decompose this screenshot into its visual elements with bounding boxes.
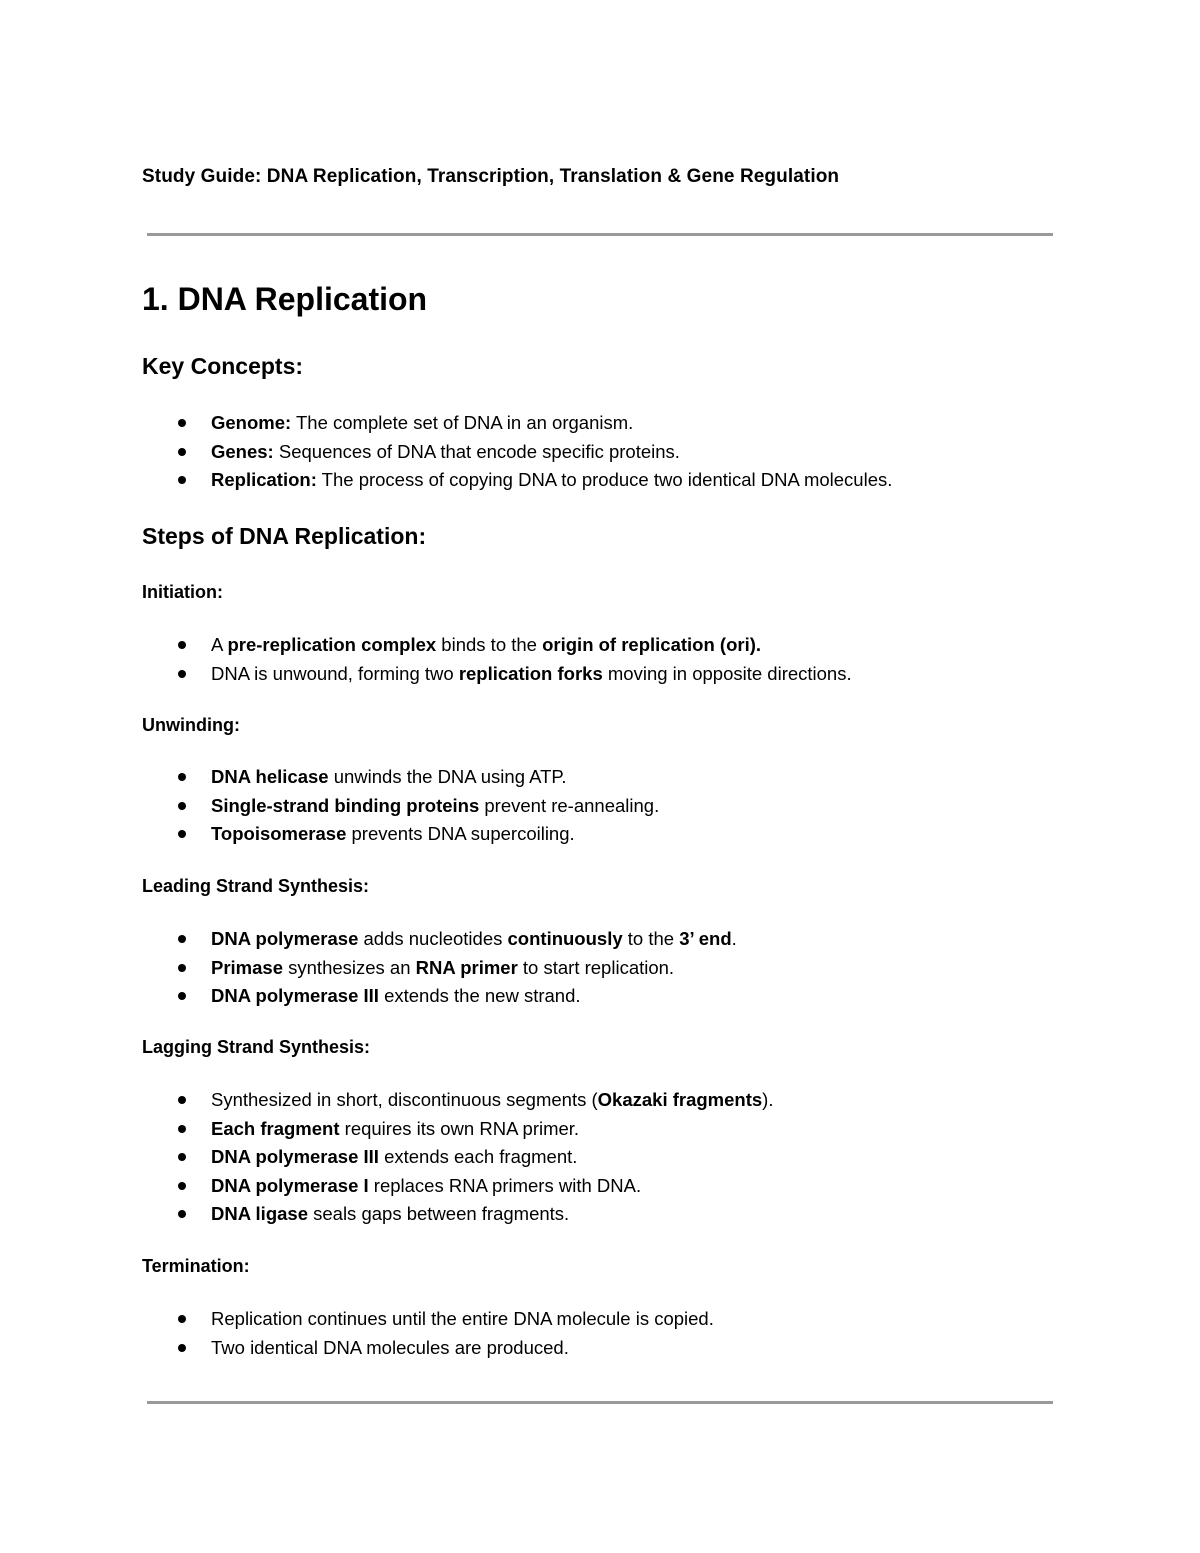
bold-text: replication forks [458, 662, 603, 684]
text: prevent re-annealing. [479, 794, 660, 816]
bullet-icon [178, 1153, 186, 1161]
bold-text: DNA helicase [211, 766, 329, 787]
bold-text: Each fragment [211, 1117, 340, 1139]
document-title: Study Guide: DNA Replication, Transcription, Translation & Gene Regulation [142, 166, 840, 187]
text: Two identical DNA molecules are produced. [211, 1336, 569, 1358]
bullet-icon [178, 830, 186, 838]
list-item [0, 1200, 773, 1229]
bold-text: 3’ end [679, 928, 732, 949]
list-item [0, 409, 892, 438]
text: unwinds the DNA using ATP. [328, 766, 567, 787]
list-item [0, 1172, 773, 1201]
text: binds to the [436, 634, 543, 655]
bullet-icon [178, 773, 186, 781]
termination-list [0, 1305, 714, 1362]
text: extends the new strand. [378, 985, 581, 1006]
list-item [0, 1086, 773, 1115]
bullet-icon [178, 1315, 186, 1323]
steps-heading: Steps of DNA Replication: [142, 523, 427, 549]
bullet-icon [178, 641, 186, 649]
bold-text: Single-strand binding proteins [211, 794, 480, 816]
bullet-icon [178, 448, 186, 456]
bold-text: Primase [211, 956, 283, 978]
list-item [0, 982, 737, 1011]
term-label: Genome: [211, 412, 292, 433]
list-item [0, 820, 659, 849]
bullet-icon [178, 670, 186, 678]
text: . [731, 928, 737, 949]
term-label: Replication: [211, 469, 317, 490]
unwinding-heading: Unwinding: [142, 715, 240, 735]
text: requires its own RNA primer. [339, 1117, 580, 1139]
text: A [211, 634, 228, 655]
text: to the [622, 928, 680, 949]
term-label: Genes: [211, 440, 274, 462]
bullet-icon [178, 935, 186, 943]
bullet-icon [178, 802, 186, 810]
bullet-icon [178, 1210, 186, 1218]
text: moving in opposite directions. [602, 662, 852, 684]
bold-text: origin of replication (ori). [542, 634, 762, 655]
unwinding-list [0, 763, 659, 849]
bold-text: DNA polymerase III [211, 985, 379, 1006]
list-item [0, 1305, 714, 1334]
key-concepts-heading: Key Concepts: [142, 353, 304, 379]
list-item [0, 954, 737, 983]
bullet-icon [178, 964, 186, 972]
bold-text: pre-replication complex [227, 634, 437, 655]
initiation-list [0, 631, 852, 688]
bold-text: DNA ligase [211, 1203, 308, 1224]
term-definition: The process of copying DNA to produce two identical DNA molecules. [316, 469, 893, 490]
initiation-heading: Initiation: [142, 582, 223, 602]
text: Synthesized in short, discontinuous segments ( [211, 1089, 598, 1110]
lagging-strand-list [0, 1086, 773, 1229]
text: to start replication. [517, 956, 675, 978]
text: synthesizes an [283, 956, 416, 978]
list-item [0, 631, 852, 660]
list-item [0, 466, 892, 495]
horizontal-rule [147, 233, 1053, 236]
list-item [0, 1143, 773, 1172]
bullet-icon [178, 992, 186, 1000]
bullet-icon [178, 1182, 186, 1190]
text: ). [762, 1089, 774, 1110]
bold-text: DNA polymerase III [211, 1146, 379, 1167]
termination-heading: Termination: [142, 1256, 250, 1276]
bullet-icon [178, 1344, 186, 1352]
bold-text: RNA primer [415, 956, 518, 978]
text: replaces RNA primers with DNA. [368, 1174, 642, 1196]
bullet-icon [178, 1096, 186, 1104]
leading-strand-heading: Leading Strand Synthesis: [142, 876, 370, 896]
bullet-icon [178, 476, 186, 484]
list-item [0, 660, 852, 689]
bold-text: continuously [507, 928, 623, 949]
horizontal-rule [147, 1401, 1053, 1404]
list-item [0, 1334, 714, 1363]
text: extends each fragment. [378, 1146, 578, 1167]
term-definition: The complete set of DNA in an organism. [291, 412, 634, 433]
text: adds nucleotides [358, 928, 508, 949]
bullet-icon [178, 1125, 186, 1133]
term-definition: Sequences of DNA that encode specific proteins. [273, 440, 680, 462]
list-item [0, 925, 737, 954]
bold-text: Okazaki fragments [597, 1089, 763, 1110]
text: DNA is unwound, forming two [211, 662, 459, 684]
key-concepts-list [0, 409, 892, 495]
list-item [0, 763, 659, 792]
list-item [0, 438, 892, 467]
section-heading: 1. DNA Replication [142, 281, 428, 317]
bold-text: Topoisomerase [211, 823, 347, 844]
list-item [0, 1115, 773, 1144]
lagging-strand-heading: Lagging Strand Synthesis: [142, 1037, 371, 1057]
list-item [0, 792, 659, 821]
bold-text: DNA polymerase I [211, 1174, 369, 1196]
bold-text: DNA polymerase [211, 928, 359, 949]
bullet-icon [178, 419, 186, 427]
text: prevents DNA supercoiling. [346, 823, 575, 844]
text: seals gaps between fragments. [307, 1203, 570, 1224]
leading-strand-list [0, 925, 737, 1011]
text: Replication continues until the entire DNA molecule is copied. [211, 1308, 714, 1329]
